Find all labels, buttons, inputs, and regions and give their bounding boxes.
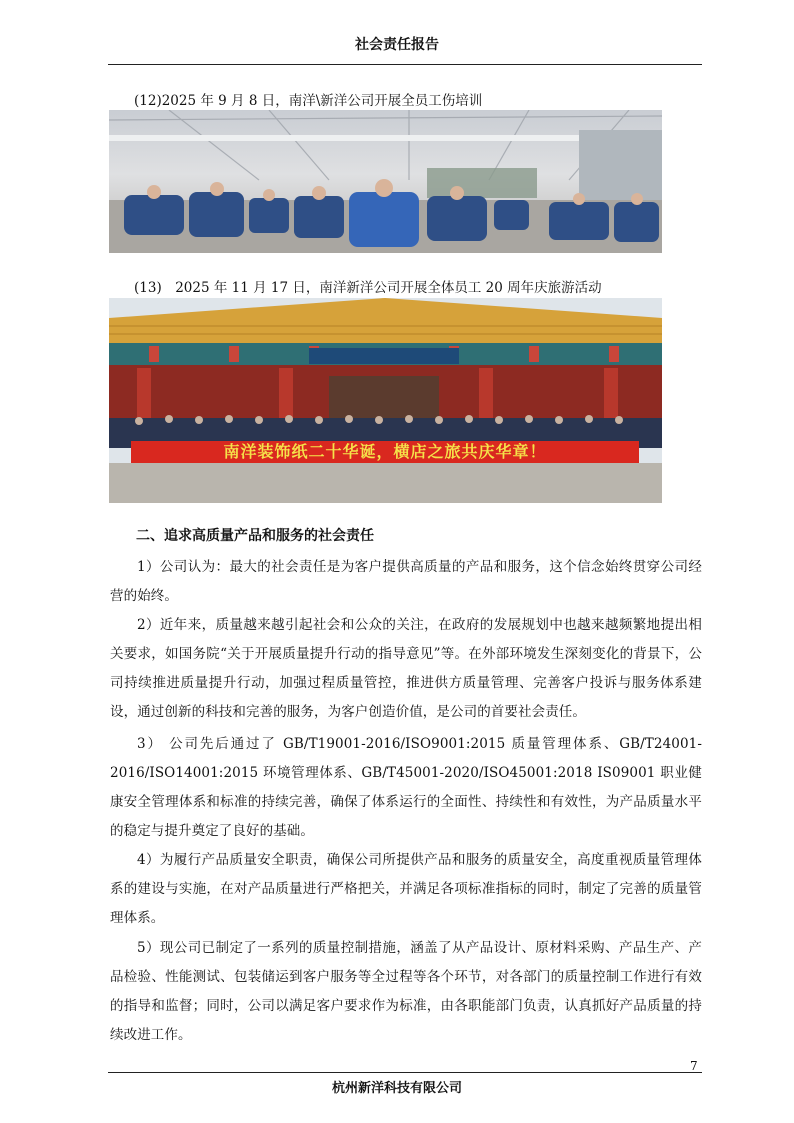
paragraph-1: 1）公司认为：最大的社会责任是为客户提供高质量的产品和服务，这个信念始终贯穿公司经营的始终。 <box>110 559 702 604</box>
paragraph-3: 3） 公司先后通过了 GB/T19001-2016/ISO9001:2015 质量管理体系、GB/T24001-2016/ISO14001:2015 环境管理体系、GB/T45001-2020/ISO45001:2018 IS09001 职业健康安全管理体系和标准的持续完善，确保了体系运行的全面性、持续性和有效性，为产品质量水平的稳定与提升奠定了良好的基础。 <box>110 736 702 839</box>
photo-caption-13: (13) 2025 年 11 月 17 日，南洋新洋公司开展全体员工 20 周年庆旅游活动 <box>134 280 602 296</box>
footer-divider <box>108 1072 702 1073</box>
paragraph-2: 2）近年来，质量越来越引起社会和公众的关注，在政府的发展规划中也越来越频繁地提出相关要求，如国务院“关于开展质量提升行动的指导意见”等。在外部环境发生深刻变化的背景下，公司持续推进质量提升行动，加强过程质量管控，推进供方质量管理、完善客户投诉与服务体系建设，通过创新的科技和完善的服务，为客户创造价值，是公司的首要社会责任。 <box>110 617 702 720</box>
photo-caption-12: (12)2025 年 9 月 8 日，南洋\新洋公司开展全员工伤培训 <box>134 93 483 109</box>
footer-company-name: 杭州新洋科技有限公司 <box>331 1081 462 1096</box>
photo-training-session <box>109 110 662 253</box>
report-title: 社会责任报告 <box>355 37 439 53</box>
paragraph-4: 4）为履行产品质量安全职责，确保公司所提供产品和服务的质量安全，高度重视质量管理体系的建设与实施，在对产品质量进行严格把关，并满足各项标准指标的同时，制定了完善的质量管理体系。 <box>110 852 702 926</box>
photo-anniversary-trip <box>109 298 662 503</box>
page-number: 7 <box>690 1059 698 1073</box>
header-divider <box>108 64 702 65</box>
celebration-banner: 南洋装饰纸二十华诞，横店之旅共庆华章！ <box>223 442 547 461</box>
paragraph-5: 5）现公司已制定了一系列的质量控制措施，涵盖了从产品设计、原材料采购、产品生产、产品检验、性能测试、包装储运到客户服务等全过程等各个环节，对各部门的质量控制工作进行有效的指导和监督；同时，公司以满足客户要求作为标准，由各职能部门负责，认真抓好产品质量的持续改进工作。 <box>110 940 702 1043</box>
section-heading: 二、追求高质量产品和服务的社会责任 <box>136 528 374 544</box>
